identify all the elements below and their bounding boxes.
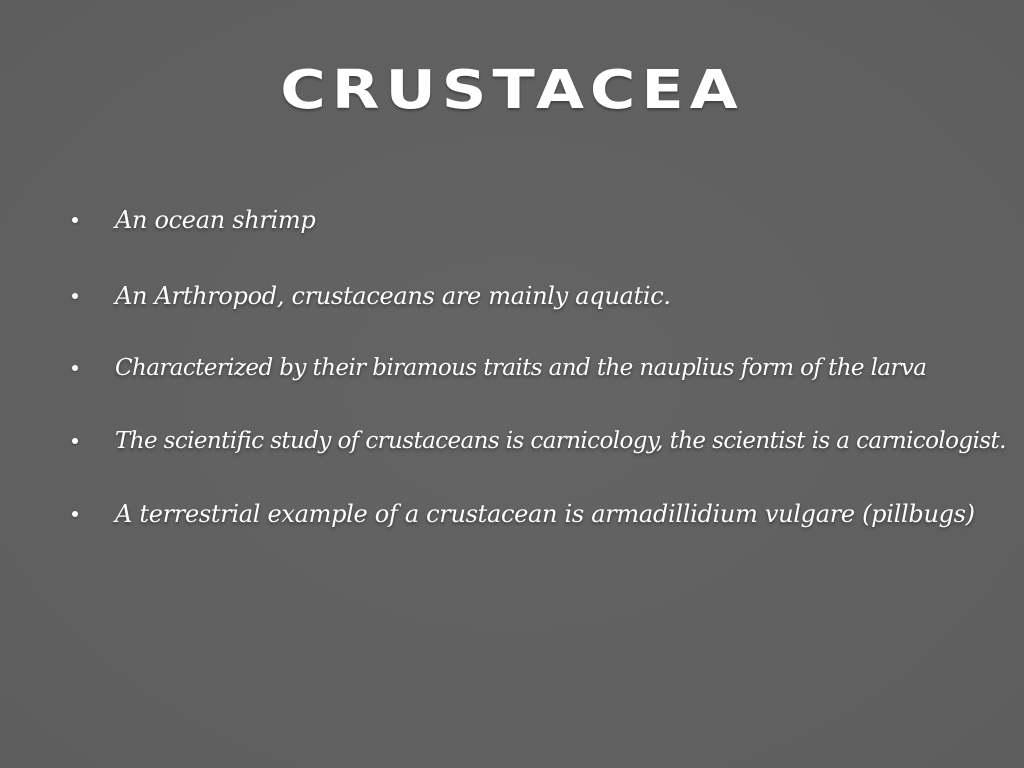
- bullet-dot-icon: [72, 365, 78, 371]
- bullet-item: [0, 280, 1024, 320]
- bullet-dot-icon: [72, 217, 78, 223]
- bullet-text: A terrestrial example of a crustacean is armadillidium vulgare (pillbugs): [115, 500, 975, 528]
- bullet-text: An Arthropod, crustaceans are mainly aquatic.: [115, 282, 671, 310]
- bullet-dot-icon: [72, 511, 78, 517]
- bullet-text: Characterized by their biramous traits and the nauplius form of the larva: [115, 355, 927, 381]
- bullet-item: [0, 425, 1024, 465]
- bullet-item: [0, 498, 1024, 538]
- bullet-dot-icon: [72, 438, 78, 444]
- bullet-text: The scientific study of crustaceans is carnicology, the scientist is a carnicologist.: [115, 428, 1006, 454]
- bullet-text: An ocean shrimp: [115, 206, 316, 234]
- bullet-item: [0, 352, 1024, 392]
- bullet-dot-icon: [72, 293, 78, 299]
- bullet-item: [0, 204, 1024, 244]
- slide-title: CRUSTACEA: [280, 58, 744, 121]
